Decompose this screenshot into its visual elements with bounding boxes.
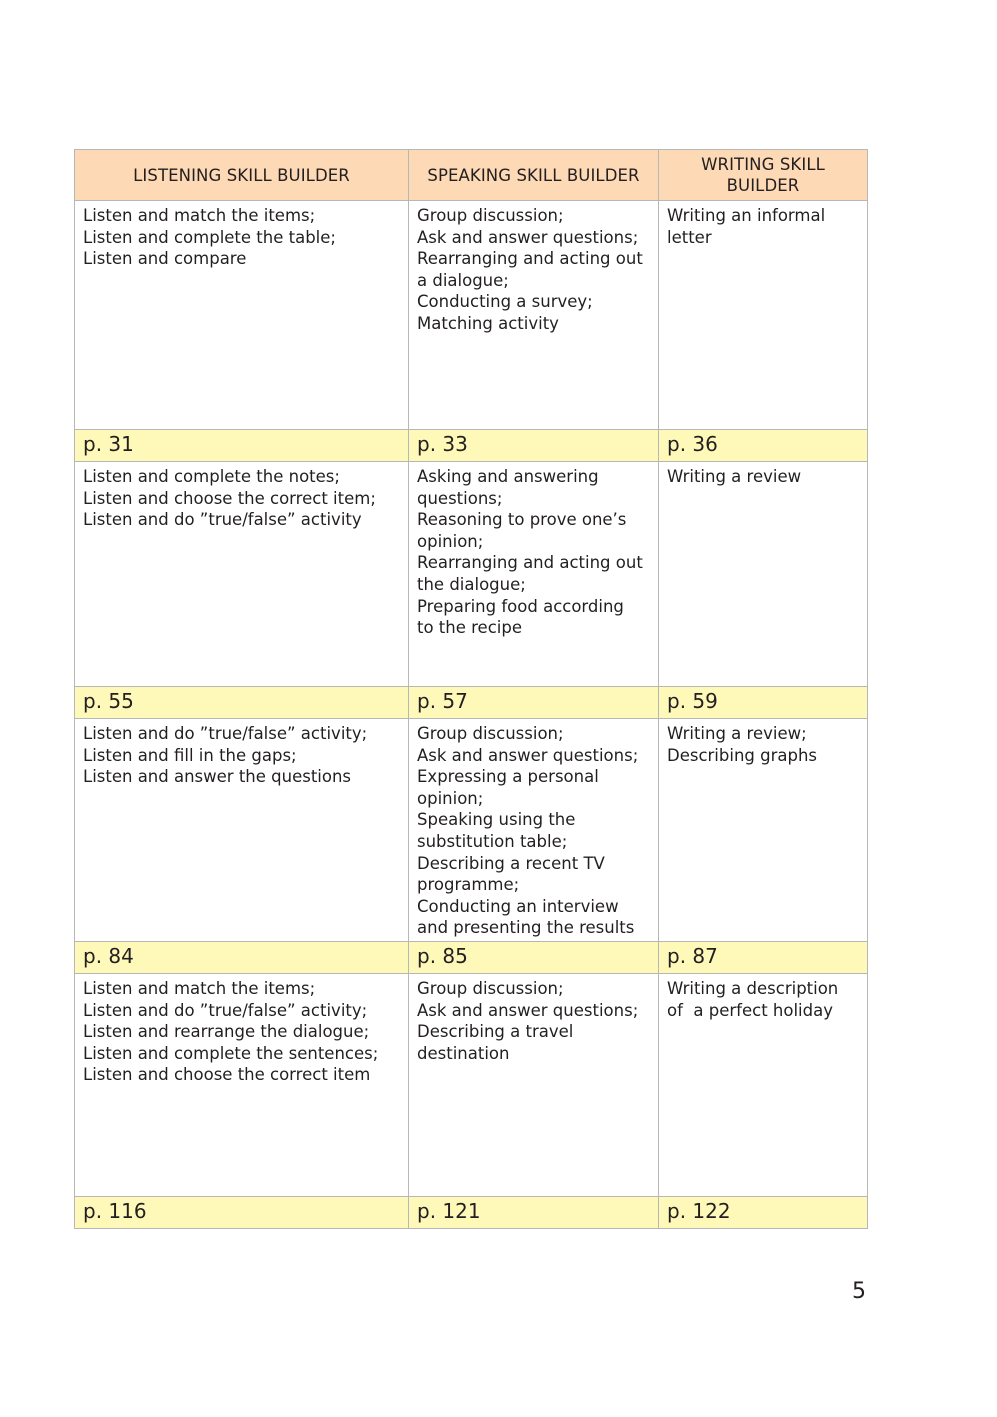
speaking-line: programme;: [417, 875, 520, 895]
speaking-page-ref: p. 33: [409, 430, 659, 462]
content-row: [75, 462, 868, 687]
speaking-page-ref: p. 85: [409, 942, 659, 974]
speaking-cell: [409, 719, 659, 942]
speaking-line: Rearranging and acting out: [417, 553, 643, 573]
speaking-cell: [409, 462, 659, 687]
skills-table: [74, 149, 868, 1229]
writing-line: Writing a description: [667, 979, 839, 998]
speaking-line: Conducting a survey;: [417, 292, 593, 312]
speaking-line: substitution table;: [417, 831, 568, 851]
speaking-line: to the recipe: [417, 618, 522, 638]
speaking-line: Conducting an interview: [417, 896, 619, 916]
speaking-line: the dialogue;: [417, 574, 526, 594]
header-row: [75, 150, 868, 201]
writing-header: WRITING SKILL BUILDER: [659, 150, 868, 201]
speaking-line: Group discussion;: [417, 206, 564, 225]
speaking-line: a dialogue;: [417, 270, 509, 290]
content-row: [75, 719, 868, 942]
listening-page-ref: p. 116: [75, 1197, 409, 1229]
page-ref-row: [75, 942, 868, 974]
listening-line: Listen and do ”true/false” activity;: [83, 1000, 368, 1020]
listening-cell: [75, 974, 409, 1197]
writing-page-ref: p. 122: [659, 1197, 868, 1229]
speaking-cell: [409, 201, 659, 430]
listening-page-ref: p. 31: [75, 430, 409, 462]
speaking-line: Ask and answer questions;: [417, 227, 639, 247]
writing-line: Writing an informal: [667, 206, 826, 225]
listening-line: Listen and rearrange the dialogue;: [83, 1022, 370, 1042]
speaking-line: Expressing a personal: [417, 767, 599, 787]
speaking-cell: [409, 974, 659, 1197]
speaking-line: Rearranging and acting out: [417, 249, 643, 269]
writing-line: Describing graphs: [667, 745, 818, 765]
speaking-line: Reasoning to prove one’s: [417, 510, 627, 530]
speaking-line: questions;: [417, 488, 503, 508]
speaking-line: destination: [417, 1043, 510, 1063]
listening-line: Listen and compare: [83, 249, 247, 269]
listening-line: Listen and complete the sentences;: [83, 1043, 379, 1063]
speaking-line: Ask and answer questions;: [417, 745, 639, 765]
speaking-line: Describing a travel: [417, 1022, 574, 1042]
writing-page-ref: p. 87: [659, 942, 868, 974]
page-ref-row: [75, 687, 868, 719]
content-row: [75, 201, 868, 430]
speaking-line: Matching activity: [417, 313, 559, 333]
speaking-line: Asking and answering: [417, 467, 599, 486]
listening-line: Listen and do ”true/false” activity: [83, 510, 362, 530]
writing-cell: [659, 719, 868, 942]
listening-line: Listen and do ”true/false” activity;: [83, 724, 368, 743]
listening-line: Listen and answer the questions: [83, 767, 352, 787]
listening-line: Listen and complete the notes;: [83, 467, 340, 486]
listening-line: Listen and match the items;: [83, 206, 316, 225]
writing-cell: [659, 201, 868, 430]
writing-line: of a perfect holiday: [667, 1000, 833, 1020]
writing-cell: [659, 462, 868, 687]
speaking-line: Preparing food according: [417, 596, 624, 616]
speaking-line: opinion;: [417, 788, 484, 808]
listening-line: Listen and fill in the gaps;: [83, 745, 297, 765]
listening-page-ref: p. 55: [75, 687, 409, 719]
content-row: [75, 974, 868, 1197]
page-number: 5: [852, 1279, 866, 1304]
speaking-line: and presenting the results: [417, 918, 635, 938]
listening-line: Listen and choose the correct item: [83, 1065, 371, 1085]
speaking-header: SPEAKING SKILL BUILDER: [409, 150, 659, 201]
speaking-page-ref: p. 57: [409, 687, 659, 719]
listening-line: Listen and complete the table;: [83, 227, 336, 247]
speaking-line: Ask and answer questions;: [417, 1000, 639, 1020]
speaking-line: Group discussion;: [417, 979, 564, 998]
listening-line: Listen and match the items;: [83, 979, 316, 998]
listening-cell: [75, 462, 409, 687]
listening-header: LISTENING SKILL BUILDER: [75, 150, 409, 201]
writing-page-ref: p. 59: [659, 687, 868, 719]
speaking-page-ref: p. 121: [409, 1197, 659, 1229]
writing-line: Writing a review: [667, 467, 802, 486]
writing-page-ref: p. 36: [659, 430, 868, 462]
speaking-line: Speaking using the: [417, 810, 576, 830]
speaking-line: Describing a recent TV: [417, 853, 605, 873]
writing-line: letter: [667, 227, 712, 247]
listening-cell: [75, 201, 409, 430]
page-ref-row: [75, 430, 868, 462]
writing-cell: [659, 974, 868, 1197]
listening-page-ref: p. 84: [75, 942, 409, 974]
listening-line: Listen and choose the correct item;: [83, 488, 376, 508]
writing-line: Writing a review;: [667, 724, 807, 743]
speaking-line: Group discussion;: [417, 724, 564, 743]
page-ref-row: [75, 1197, 868, 1229]
listening-cell: [75, 719, 409, 942]
speaking-line: opinion;: [417, 531, 484, 551]
